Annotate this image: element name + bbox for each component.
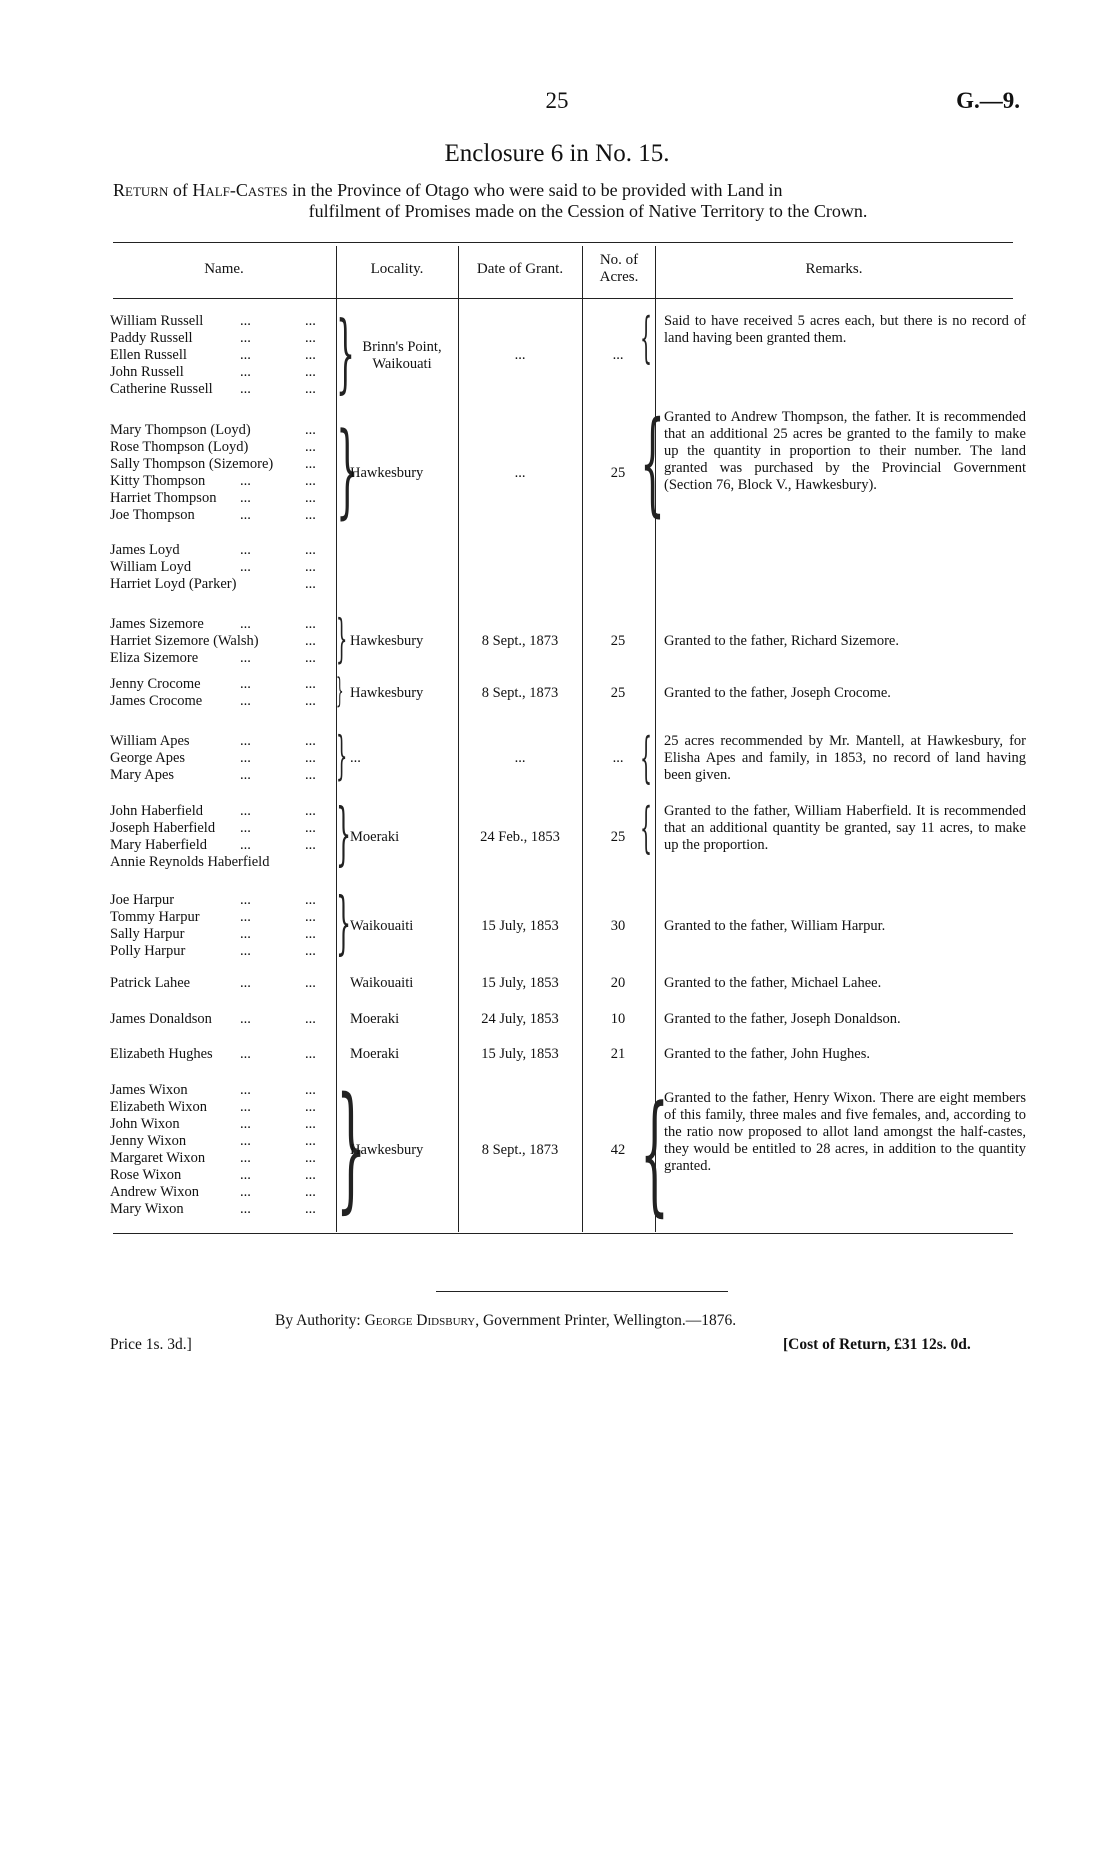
dot-leader: ...	[240, 473, 251, 489]
dot-leader: ...	[305, 943, 316, 959]
dot-leader: ...	[305, 676, 316, 692]
acres-cell: 25	[610, 464, 626, 481]
remarks-cell: Granted to Andrew Thompson, the father. It is recommended that an additional 25 acres be granted to the family to make up the quantity in proportion to their number. The land granted was purchased by the Provincial Government (Section 76, Block V., Hawkesbury).	[664, 409, 1026, 493]
dot-leader: ...	[305, 422, 316, 438]
person-name: Polly Harpur	[110, 943, 186, 959]
dot-leader: ...	[305, 1184, 316, 1200]
person-name: Sally Thompson (Sizemore)	[110, 456, 274, 472]
person-name: Tommy Harpur	[110, 909, 200, 925]
person-name: Rose Wixon	[110, 1167, 182, 1183]
dot-leader: ...	[240, 542, 251, 558]
remarks-brace: {	[640, 796, 653, 859]
person-name: John Haberfield	[110, 803, 204, 819]
remarks-cell: Granted to the father, Michael Lahee.	[664, 975, 882, 991]
person-name: Mary Apes	[110, 767, 175, 783]
person-name: Annie Reynolds Haberfield	[110, 854, 270, 870]
title-line-1-rest: in the Province of Otago who were said to be provided with Land in	[287, 180, 783, 200]
imprint-prefix: By Authority:	[275, 1312, 365, 1329]
locality-cell: Moeraki	[350, 1011, 400, 1027]
person-name: Elizabeth Hughes	[110, 1046, 213, 1062]
printer-imprint	[275, 1312, 736, 1330]
locality-cell: Hawkesbury	[350, 633, 424, 649]
dot-leader: ...	[305, 1116, 316, 1132]
title-word-return: Return	[113, 180, 169, 200]
column-header-locality: Locality.	[370, 261, 424, 277]
locality-cell: Hawkesbury	[350, 1141, 424, 1158]
dot-leader: ...	[240, 313, 251, 329]
dot-leader: ...	[240, 1150, 251, 1166]
cost-label: [Cost of Return, £31 12s. 0d.	[783, 1336, 971, 1353]
dot-leader: ...	[305, 473, 316, 489]
dot-leader: ...	[305, 693, 316, 709]
dot-leader: ...	[305, 750, 316, 766]
remarks-brace: {	[640, 398, 665, 528]
remarks-cell: Granted to the father, Richard Sizemore.	[664, 633, 899, 649]
dot-leader: ...	[305, 926, 316, 942]
header-bottom-rule	[113, 298, 1013, 299]
group-brace: }	[336, 1069, 367, 1227]
person-name: William Apes	[110, 733, 190, 749]
dot-leader: ...	[305, 1150, 316, 1166]
person-name: Kitty Thompson	[110, 473, 206, 489]
person-name: John Wixon	[110, 1116, 180, 1132]
remarks-brace: {	[640, 1077, 669, 1229]
acres-cell: 42	[610, 1141, 626, 1158]
dot-leader: ...	[240, 1201, 251, 1217]
dot-leader: ...	[305, 909, 316, 925]
dot-leader: ...	[240, 330, 251, 346]
dot-leader: ...	[240, 490, 251, 506]
dot-leader: ...	[240, 1167, 251, 1183]
dot-leader: ...	[305, 767, 316, 783]
dot-leader: ...	[305, 837, 316, 853]
remarks-cell: Granted to the father, William Harpur.	[664, 917, 886, 934]
dot-leader: ...	[305, 616, 316, 632]
person-name: Sally Harpur	[110, 926, 185, 942]
acres-cell: 10	[610, 1011, 626, 1027]
group-brace: }	[336, 411, 359, 530]
person-name: Margaret Wixon	[110, 1150, 206, 1166]
person-name: James Sizemore	[110, 616, 204, 632]
dot-leader: ...	[305, 364, 316, 380]
dot-leader: ...	[305, 381, 316, 397]
dot-leader: ...	[240, 364, 251, 380]
dot-leader: ...	[240, 943, 251, 959]
dot-leader: ...	[305, 633, 316, 649]
locality-cell: Moeraki	[350, 1046, 400, 1062]
person-name: Joe Harpur	[110, 892, 175, 908]
imprint-printer-name: George Didsbury	[364, 1312, 476, 1329]
dot-leader: ...	[240, 381, 251, 397]
price-label: Price 1s. 3d.]	[110, 1336, 192, 1353]
return-title	[113, 180, 1023, 222]
person-name: William Russell	[110, 313, 204, 329]
remarks-cell: Granted to the father, Joseph Donaldson.	[664, 1011, 901, 1027]
person-name: Jenny Crocome	[110, 676, 201, 692]
group-brace: }	[336, 795, 352, 874]
dot-leader: ...	[240, 975, 251, 991]
column-divider-3	[582, 246, 583, 1232]
dot-leader: ...	[240, 803, 251, 819]
title-line-2: fulfilment of Promises made on the Cession of Native Territory to the Crown.	[308, 201, 868, 221]
group-brace: }	[336, 727, 348, 786]
column-header-acres: No. of Acres.	[599, 252, 639, 285]
column-header-remarks: Remarks.	[805, 261, 863, 277]
dot-leader: ...	[305, 1082, 316, 1098]
dot-leader: ...	[305, 313, 316, 329]
grant-date-cell: ...	[514, 464, 526, 481]
dot-leader: ...	[240, 1082, 251, 1098]
grant-date-cell: ...	[514, 347, 526, 363]
person-name: Rose Thompson (Loyd)	[110, 439, 249, 455]
grant-date-cell: 8 Sept., 1873	[481, 633, 559, 649]
person-name: Ellen Russell	[110, 347, 187, 363]
footer-rule	[436, 1291, 728, 1292]
person-name: James Loyd	[110, 542, 180, 558]
group-brace: }	[336, 610, 348, 669]
dot-leader: ...	[305, 1201, 316, 1217]
dot-leader: ...	[240, 650, 251, 666]
enclosure-title: Enclosure 6 in No. 15.	[444, 140, 670, 167]
page-number: 25	[545, 88, 569, 113]
person-name: Joseph Haberfield	[110, 820, 216, 836]
dot-leader: ...	[305, 559, 316, 575]
dot-leader: ...	[240, 767, 251, 783]
person-name: Mary Thompson (Loyd)	[110, 422, 251, 438]
dot-leader: ...	[305, 456, 316, 472]
dot-leader: ...	[240, 1116, 251, 1132]
person-name: Harriet Sizemore (Walsh)	[110, 633, 259, 649]
locality-cell: Waikouaiti	[350, 917, 414, 934]
dot-leader: ...	[240, 693, 251, 709]
document-reference: G.—9.	[956, 88, 1020, 113]
person-name: James Crocome	[110, 693, 203, 709]
dot-leader: ...	[240, 347, 251, 363]
title-word-half-castes: Half-Castes	[192, 180, 288, 200]
remarks-cell: Granted to the father, William Haberfield. It is recommended that an additional quantity be granted, say 11 acres, to make up the proportion.	[664, 803, 1026, 853]
grant-date-cell: 24 July, 1853	[481, 1011, 559, 1027]
dot-leader: ...	[240, 837, 251, 853]
acres-cell: 21	[610, 1046, 626, 1062]
person-name: Jenny Wixon	[110, 1133, 187, 1149]
group-brace: }	[336, 671, 344, 711]
dot-leader: ...	[240, 1011, 251, 1027]
grant-date-cell: 15 July, 1853	[481, 917, 559, 934]
dot-leader: ...	[305, 820, 316, 836]
acres-cell: 25	[610, 828, 626, 845]
dot-leader: ...	[305, 576, 316, 592]
locality-cell: Hawkesbury	[350, 464, 424, 481]
column-header-date: Date of Grant.	[476, 261, 564, 277]
table-top-rule	[113, 242, 1013, 243]
person-name: John Russell	[110, 364, 184, 380]
dot-leader: ...	[305, 803, 316, 819]
imprint-suffix: , Government Printer, Wellington.—1876.	[475, 1312, 737, 1329]
dot-leader: ...	[305, 733, 316, 749]
dot-leader: ...	[240, 1184, 251, 1200]
locality-cell: Waikouaiti	[350, 975, 414, 991]
dot-leader: ...	[305, 1133, 316, 1149]
remarks-cell: Said to have received 5 acres each, but there is no record of land having been granted them.	[664, 313, 1026, 346]
dot-leader: ...	[305, 347, 316, 363]
person-name: Harriet Loyd (Parker)	[110, 576, 237, 592]
locality-cell: Brinn's Point, Waikouati	[362, 339, 442, 372]
acres-cell: ...	[612, 750, 624, 766]
locality-cell: ...	[350, 750, 361, 766]
acres-cell: ...	[612, 347, 624, 363]
title-word-of: of	[168, 180, 193, 200]
acres-cell: 25	[610, 684, 626, 701]
dot-leader: ...	[240, 559, 251, 575]
acres-cell: 20	[610, 975, 626, 991]
dot-leader: ...	[305, 542, 316, 558]
grant-date-cell: 8 Sept., 1873	[481, 684, 559, 701]
remarks-cell: Granted to the father, Joseph Crocome.	[664, 684, 891, 701]
remarks-cell: Granted to the father, Henry Wixon. There are eight members of this family, three males and five females, and, according to the ratio now proposed to allot land amongst the half-castes, they would be entitled to 28 acres, in addition to the quantity granted.	[664, 1090, 1026, 1174]
column-header-name: Name.	[204, 261, 244, 277]
dot-leader: ...	[240, 1046, 251, 1062]
dot-leader: ...	[240, 926, 251, 942]
dot-leader: ...	[305, 1167, 316, 1183]
dot-leader: ...	[240, 1133, 251, 1149]
dot-leader: ...	[305, 490, 316, 506]
person-name: Eliza Sizemore	[110, 650, 199, 666]
person-name: Catherine Russell	[110, 381, 213, 397]
dot-leader: ...	[305, 975, 316, 991]
person-name: George Apes	[110, 750, 186, 766]
remarks-brace: {	[640, 306, 653, 369]
locality-cell: Moeraki	[350, 828, 400, 845]
grant-date-cell: ...	[514, 750, 526, 766]
dot-leader: ...	[240, 616, 251, 632]
dot-leader: ...	[305, 1046, 316, 1062]
dot-leader: ...	[240, 507, 251, 523]
person-name: Mary Haberfield	[110, 837, 208, 853]
group-brace: }	[336, 884, 352, 963]
person-name: Harriet Thompson	[110, 490, 217, 506]
dot-leader: ...	[305, 1011, 316, 1027]
dot-leader: ...	[240, 733, 251, 749]
column-divider-2	[458, 246, 459, 1232]
dot-leader: ...	[305, 507, 316, 523]
dot-leader: ...	[240, 750, 251, 766]
dot-leader: ...	[305, 650, 316, 666]
dot-leader: ...	[240, 676, 251, 692]
acres-cell: 30	[610, 917, 626, 934]
person-name: James Donaldson	[110, 1011, 212, 1027]
table-bottom-rule	[113, 1233, 1013, 1234]
dot-leader: ...	[305, 892, 316, 908]
remarks-cell: Granted to the father, John Hughes.	[664, 1046, 870, 1062]
person-name: Elizabeth Wixon	[110, 1099, 207, 1115]
dot-leader: ...	[305, 439, 316, 455]
dot-leader: ...	[240, 909, 251, 925]
locality-cell: Hawkesbury	[350, 684, 424, 701]
person-name: William Loyd	[110, 559, 192, 575]
dot-leader: ...	[240, 1099, 251, 1115]
remarks-brace: {	[640, 726, 653, 789]
person-name: Patrick Lahee	[110, 975, 191, 991]
grant-date-cell: 15 July, 1853	[481, 1046, 559, 1062]
remarks-cell: 25 acres recommended by Mr. Mantell, at Hawkesbury, for Elisha Apes and family, in 1853, no record of land having been given.	[664, 733, 1026, 783]
person-name: James Wixon	[110, 1082, 188, 1098]
group-brace: }	[336, 304, 355, 403]
person-name: Paddy Russell	[110, 330, 193, 346]
grant-date-cell: 24 Feb., 1853	[480, 828, 560, 845]
person-name: Andrew Wixon	[110, 1184, 199, 1200]
dot-leader: ...	[305, 330, 316, 346]
dot-leader: ...	[305, 1099, 316, 1115]
person-name: Joe Thompson	[110, 507, 195, 523]
person-name: Mary Wixon	[110, 1201, 184, 1217]
acres-cell: 25	[610, 633, 626, 649]
grant-date-cell: 8 Sept., 1873	[481, 1141, 559, 1158]
dot-leader: ...	[240, 892, 251, 908]
dot-leader: ...	[240, 820, 251, 836]
grant-date-cell: 15 July, 1853	[481, 975, 559, 991]
